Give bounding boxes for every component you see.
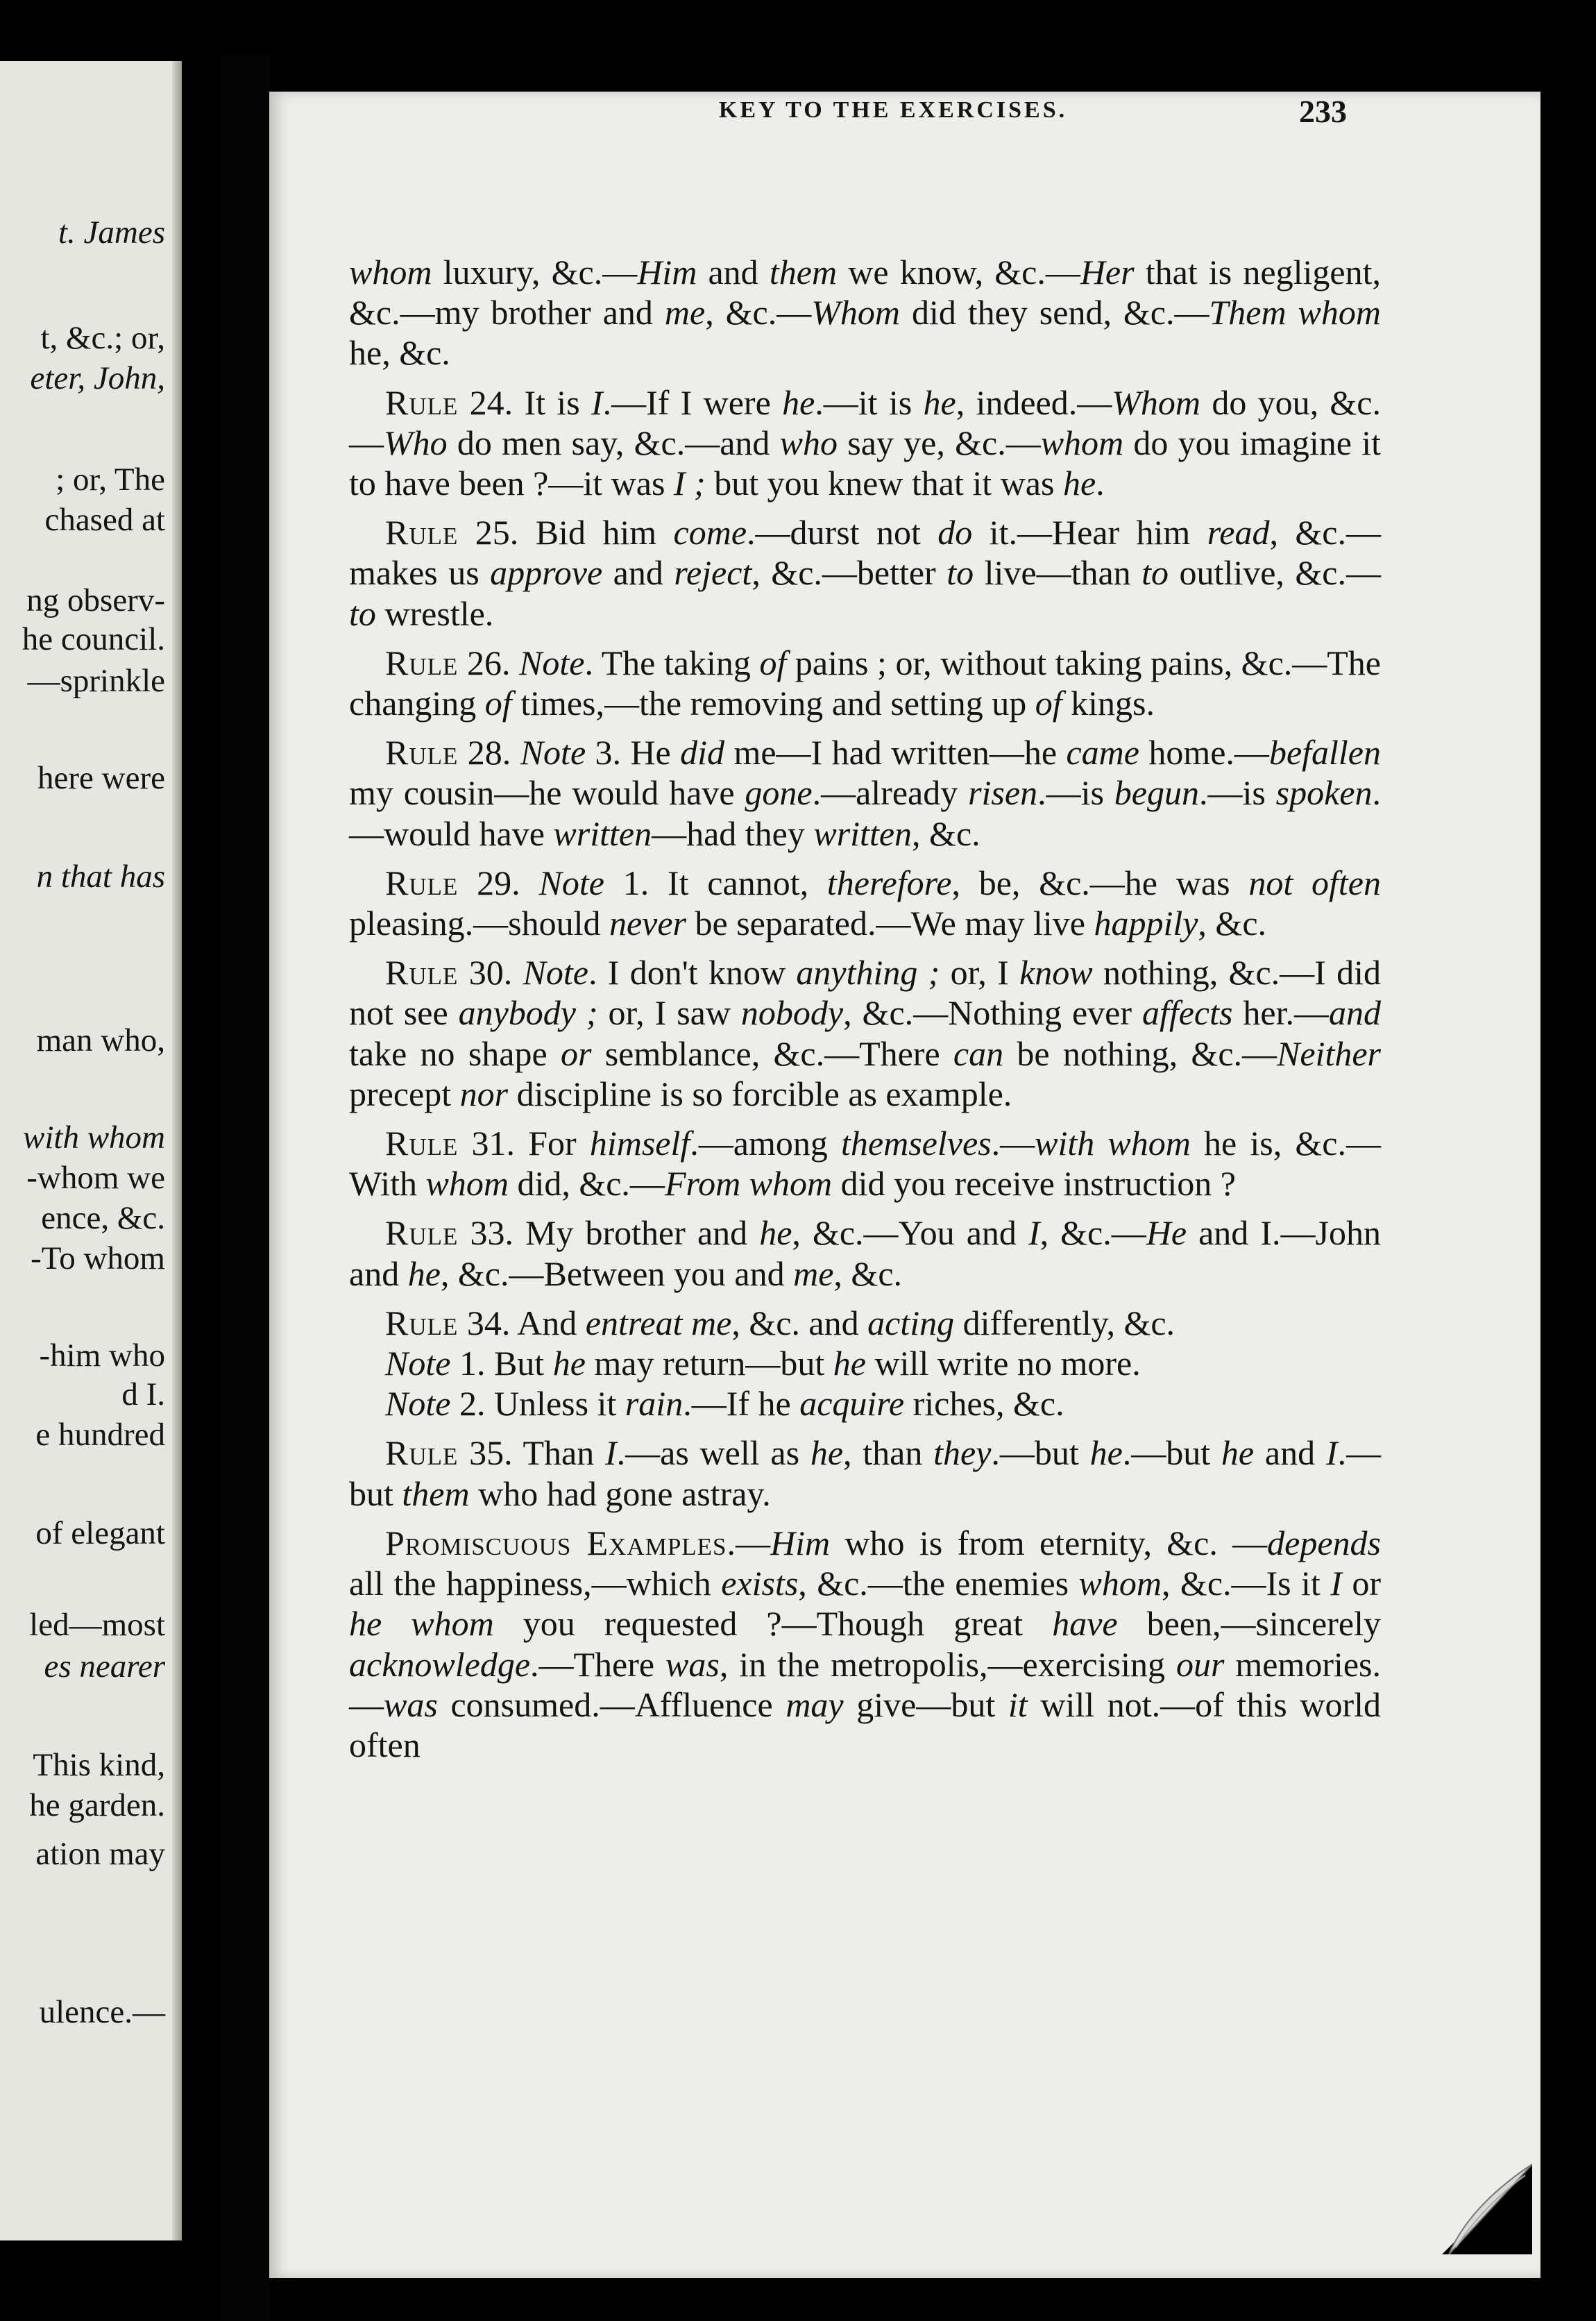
text-run: or [1341, 1564, 1381, 1603]
text-run: .—If he [683, 1384, 800, 1424]
text-run: consumed.—Affluence [437, 1685, 786, 1724]
text-run: 3. He [586, 733, 681, 773]
text-run: , &c.— [705, 293, 812, 332]
text-run: .—If I were [602, 382, 783, 422]
italic-text: to [349, 593, 376, 633]
left-page-line: ation may [35, 1836, 165, 1872]
text-run: 29. [458, 863, 539, 902]
italic-text: I [1028, 1213, 1040, 1253]
italic-text: acknowledge [349, 1644, 531, 1684]
text-run: outlive, &c.— [1169, 553, 1381, 593]
text-run: did you receive instruction ? [832, 1164, 1236, 1204]
italic-text: came [1066, 733, 1139, 773]
italic-text: depends [1267, 1523, 1381, 1562]
paragraph [349, 1523, 1381, 1765]
italic-text: I [1325, 1433, 1338, 1473]
paragraph [349, 952, 1381, 1114]
italic-text: he [1089, 1433, 1123, 1473]
italic-text: Them whom [1209, 293, 1381, 332]
left-page-line: t, &c.; or, [40, 320, 165, 356]
text-run: .— [727, 1523, 771, 1562]
text-run: , &c.—better [752, 553, 947, 593]
text-run: .—but [991, 1433, 1090, 1473]
text-run: precept [349, 1074, 460, 1113]
text-run: be separated.—We may live [686, 904, 1094, 943]
italic-text: Him [770, 1523, 831, 1562]
rule-label: Rule [385, 953, 459, 993]
text-run: .—is [1198, 773, 1276, 813]
text-run: and [602, 553, 674, 593]
left-page-line: -To whom [31, 1240, 165, 1276]
left-page-line: of elegant [35, 1515, 165, 1551]
text-run: wrestle. [375, 593, 494, 633]
text-run: we know, &c.— [837, 253, 1080, 292]
text-run: 1. But [450, 1344, 553, 1383]
text-run: luxury, &c.— [432, 253, 638, 292]
text-run: .—as well as [616, 1433, 810, 1473]
text-run: will write no more. [865, 1344, 1141, 1383]
left-page-line: ng observ- [26, 582, 165, 618]
text-run: , &c. [1198, 904, 1267, 943]
text-run: , &c.—Is it [1162, 1564, 1331, 1603]
paragraph [349, 1123, 1381, 1204]
italic-text: he [833, 1344, 866, 1383]
italic-text: it [1008, 1685, 1028, 1724]
text-run: 34. And [458, 1303, 586, 1342]
text-run: , in the metropolis,—exercising [719, 1644, 1176, 1684]
text-run: all the happiness,—which [349, 1564, 722, 1603]
italic-text: not often [1248, 863, 1381, 902]
text-run: and I.—John and [349, 1213, 1381, 1293]
italic-text: he [407, 1254, 441, 1293]
italic-text: reject [674, 553, 752, 593]
text-run: . [1096, 464, 1105, 503]
text-run: , &c.—Nothing ever [843, 993, 1142, 1033]
italic-text: befallen [1268, 733, 1381, 773]
italic-text: anybody ; [458, 993, 598, 1033]
text-run: my cousin—he would have [349, 773, 745, 813]
text-run: , &c.—Between you and [440, 1254, 794, 1293]
italic-text: who [779, 423, 838, 462]
text-run: , &c.—You and [792, 1213, 1028, 1253]
italic-text: Her [1080, 253, 1135, 292]
rule-label: Rule [385, 1303, 459, 1342]
text-run: he, &c. [349, 333, 450, 373]
italic-text: know [1019, 953, 1093, 993]
paragraph [349, 732, 1381, 854]
page-corner-curl [1428, 2150, 1532, 2254]
text-run: 26. [458, 643, 520, 682]
text-run: 2. Unless it [450, 1384, 625, 1424]
text-run: did, &c.— [508, 1164, 665, 1204]
text-run: nothing, &c.—I did not see [349, 953, 1381, 1033]
italic-text: nobody [740, 993, 844, 1033]
text-run: .—among [690, 1124, 842, 1163]
text-run: say ye, &c.— [838, 423, 1041, 462]
text-run: me—I had written—he [724, 733, 1067, 773]
rule-label: Rule [385, 1124, 459, 1163]
italic-text: exists [721, 1564, 799, 1603]
page-body-text [349, 252, 1381, 1774]
text-run: that is negligent, &c.—my brother and [349, 253, 1381, 332]
rule-label: Rule [385, 513, 459, 552]
italic-text: rain [625, 1384, 684, 1424]
italic-text: of [1035, 684, 1062, 723]
italic-text: he [923, 382, 956, 422]
book-spine [221, 54, 269, 2321]
text-run: but you knew that it was [705, 464, 1063, 503]
left-page-line: he council. [22, 621, 165, 657]
left-page-fragment [0, 61, 182, 2240]
text-run: , be, &c.—he was [951, 863, 1249, 902]
italic-text: himself [589, 1124, 690, 1163]
left-page-line: eter, John, [30, 360, 165, 396]
text-run: 31. For [458, 1124, 590, 1163]
paragraph [349, 252, 1381, 373]
paragraph [349, 382, 1381, 504]
rule-label: Rule [385, 863, 459, 902]
text-run: 28. [458, 733, 520, 773]
italic-text: happily [1094, 904, 1198, 943]
italic-text: Note [519, 643, 585, 682]
text-run: he is, &c.—With [349, 1124, 1381, 1204]
italic-text: nor [459, 1074, 509, 1113]
italic-text: begun [1114, 773, 1199, 813]
italic-text: to [1141, 553, 1169, 593]
italic-text: Him [637, 253, 697, 292]
italic-text: therefore [826, 863, 952, 902]
italic-text: have [1052, 1604, 1118, 1644]
italic-text: risen [968, 773, 1038, 813]
italic-text: and [1329, 993, 1381, 1033]
italic-text: he [810, 1433, 844, 1473]
text-run: pains ; or, without taking pains, &c.—The changing [349, 643, 1381, 723]
italic-text: Who [384, 423, 448, 462]
text-run: memories.— [349, 1644, 1382, 1724]
left-page-line: -him who [39, 1337, 165, 1374]
text-run: do men say, &c.—and [447, 423, 780, 462]
paragraph [349, 1303, 1381, 1343]
italic-text: I [605, 1433, 617, 1473]
text-run: and [697, 253, 770, 292]
italic-text: Note [523, 953, 588, 993]
text-run: 35. Than [458, 1433, 605, 1473]
rule-label: Rule [385, 733, 459, 773]
rule-label: Rule [385, 643, 459, 682]
italic-text: he [759, 1213, 792, 1253]
text-run: home.— [1139, 733, 1269, 773]
left-page-line: ulence.— [39, 1994, 165, 2030]
text-run: who is from eternity, &c. — [830, 1523, 1268, 1562]
text-run: , &c.—the enemies [798, 1564, 1079, 1603]
left-page-line: chased at [44, 502, 165, 538]
left-page-line: d I. [121, 1376, 165, 1412]
text-run: you requested ?—Though great [493, 1604, 1053, 1644]
text-run: been,—sincerely [1117, 1604, 1381, 1644]
paragraph [349, 1383, 1381, 1424]
text-run: did they send, &c.— [900, 293, 1209, 332]
text-run: or, I saw [597, 993, 741, 1033]
italic-text: me [691, 1303, 732, 1342]
text-run: .—is [1037, 773, 1114, 813]
text-run: will not.—of this world often [349, 1685, 1381, 1764]
text-run: or, I [940, 953, 1020, 993]
page-number: 233 [1299, 94, 1347, 129]
italic-text: acting [867, 1303, 955, 1342]
italic-text: come [673, 513, 747, 552]
italic-text: Note [538, 863, 604, 902]
text-run: .—but [349, 1433, 1381, 1513]
italic-text: do [937, 513, 973, 552]
left-page-line: man who, [36, 1022, 165, 1058]
text-run: her.— [1232, 993, 1329, 1033]
italic-text: or [560, 1033, 592, 1073]
left-page-line: —sprinkle [27, 663, 165, 699]
text-run: .—but [1122, 1433, 1221, 1473]
italic-text: did [680, 733, 725, 773]
text-run: , &c. and [731, 1303, 868, 1342]
italic-text: never [609, 904, 687, 943]
italic-text: he [782, 382, 815, 422]
italic-text: I ; [673, 464, 706, 503]
italic-text: Whom [811, 293, 900, 332]
left-page-line: with whom [22, 1120, 165, 1156]
italic-text: Note [385, 1344, 451, 1383]
italic-text: he [552, 1344, 586, 1383]
italic-text: themselves [841, 1124, 992, 1163]
text-run: 33. My brother and [458, 1213, 760, 1253]
text-run: times,—the removing and setting up [511, 684, 1035, 723]
italic-text: me [793, 1254, 834, 1293]
paragraph [349, 512, 1381, 634]
italic-text: can [953, 1033, 1004, 1073]
text-run: discipline is so forcible as example. [508, 1074, 1012, 1113]
italic-text: with whom [1035, 1124, 1191, 1163]
paragraph [349, 1433, 1381, 1513]
italic-text: was [665, 1644, 720, 1684]
left-page-line: This kind, [33, 1747, 165, 1783]
text-run: live—than [974, 553, 1142, 593]
paragraph [349, 1343, 1381, 1383]
italic-text: entreat [585, 1303, 683, 1342]
text-run: —had they [652, 813, 814, 853]
text-run: take no shape [349, 1033, 561, 1073]
text-run: , &c. [833, 1254, 903, 1293]
italic-text: may [786, 1685, 844, 1724]
running-header: KEY TO THE EXERCISES. [718, 97, 1068, 123]
italic-text: anything ; [796, 953, 940, 993]
text-run: , &c.—makes us [349, 513, 1381, 593]
italic-text: them [769, 253, 838, 292]
italic-text: Note [520, 733, 586, 773]
italic-text: Neither [1277, 1033, 1381, 1073]
italic-text: spoken [1275, 773, 1373, 813]
italic-text: whom [1078, 1564, 1162, 1603]
rule-label: Promiscuous Examples [385, 1523, 727, 1562]
italic-text: He [1146, 1213, 1187, 1253]
italic-text: approve [490, 553, 603, 593]
italic-text: Note [385, 1384, 451, 1424]
rule-label: Rule [385, 1433, 459, 1473]
left-page-line: e hundred [35, 1417, 165, 1453]
text-run: , &c. [912, 813, 980, 853]
text-run: , indeed.— [956, 382, 1112, 422]
italic-text: Whom [1112, 382, 1201, 422]
text-run: .—durst not [747, 513, 938, 552]
italic-text: he [1062, 464, 1096, 503]
italic-text: of [484, 684, 512, 723]
left-page-line: ence, &c. [41, 1200, 165, 1236]
italic-text: acquire [799, 1384, 905, 1424]
italic-text: whom [425, 1164, 509, 1204]
text-run: , than [843, 1433, 934, 1473]
italic-text: written [813, 813, 912, 853]
text-run: .— [991, 1124, 1035, 1163]
text-run [683, 1303, 692, 1342]
left-page-line: here were [37, 760, 165, 796]
text-run: may return—but [585, 1344, 833, 1383]
left-page-line: -whom we [26, 1160, 165, 1196]
text-run: differently, &c. [954, 1303, 1175, 1342]
rule-label: Rule [385, 382, 459, 422]
text-run: .—would have [349, 773, 1382, 853]
italic-text: was [384, 1685, 438, 1724]
italic-text: I [1330, 1564, 1342, 1603]
text-run: and [1254, 1433, 1326, 1473]
rule-label: Rule [385, 1213, 459, 1253]
left-page-line: led—most [29, 1607, 165, 1643]
text-run: do you imagine it to have been ?—it was [349, 423, 1382, 503]
italic-text: From whom [664, 1164, 833, 1204]
text-run: .—it is [815, 382, 924, 422]
italic-text: of [759, 643, 787, 682]
left-page-line: he garden. [29, 1787, 165, 1823]
text-run: kings. [1062, 684, 1155, 723]
italic-text: he [1221, 1433, 1255, 1473]
italic-text: affects [1141, 993, 1233, 1033]
italic-text: whom [1040, 423, 1124, 462]
paragraph [349, 643, 1381, 723]
text-run: .—already [812, 773, 969, 813]
text-run: 24. It is [458, 382, 591, 422]
italic-text: them [402, 1474, 470, 1513]
text-run: 30. [458, 953, 523, 993]
italic-text: me [664, 293, 706, 332]
italic-text: he whom [349, 1604, 494, 1644]
italic-text: written [553, 813, 652, 853]
italic-text: whom [349, 253, 432, 292]
text-run: 1. It cannot, [604, 863, 827, 902]
italic-text: read [1207, 513, 1270, 552]
text-run: do you, &c.— [349, 382, 1381, 462]
left-page-gutter-shadow [172, 61, 182, 2240]
left-page-line: ; or, The [56, 462, 165, 498]
text-run: 25. Bid him [458, 513, 674, 552]
text-run: . The taking [584, 643, 760, 682]
italic-text: I [591, 382, 603, 422]
text-run: semblance, &c.—There [591, 1033, 953, 1073]
text-run: who had gone astray. [469, 1474, 771, 1513]
text-run: , &c.— [1039, 1213, 1146, 1253]
italic-text: to [946, 553, 974, 593]
paragraph [349, 1213, 1381, 1293]
text-run: be nothing, &c.— [1003, 1033, 1277, 1073]
text-run: give—but [843, 1685, 1008, 1724]
left-page-line: n that has [36, 859, 165, 895]
text-run: pleasing.—should [349, 904, 609, 943]
italic-text: gone [745, 773, 813, 813]
text-run: riches, &c. [904, 1384, 1064, 1424]
text-run: it.—Hear him [972, 513, 1207, 552]
left-page-line: t. James [58, 214, 165, 251]
italic-text: our [1175, 1644, 1225, 1684]
left-page-line: es nearer [44, 1648, 165, 1685]
text-run: .—There [530, 1644, 666, 1684]
text-run: . I don't know [588, 953, 797, 993]
italic-text: they [933, 1433, 992, 1473]
paragraph [349, 863, 1381, 943]
